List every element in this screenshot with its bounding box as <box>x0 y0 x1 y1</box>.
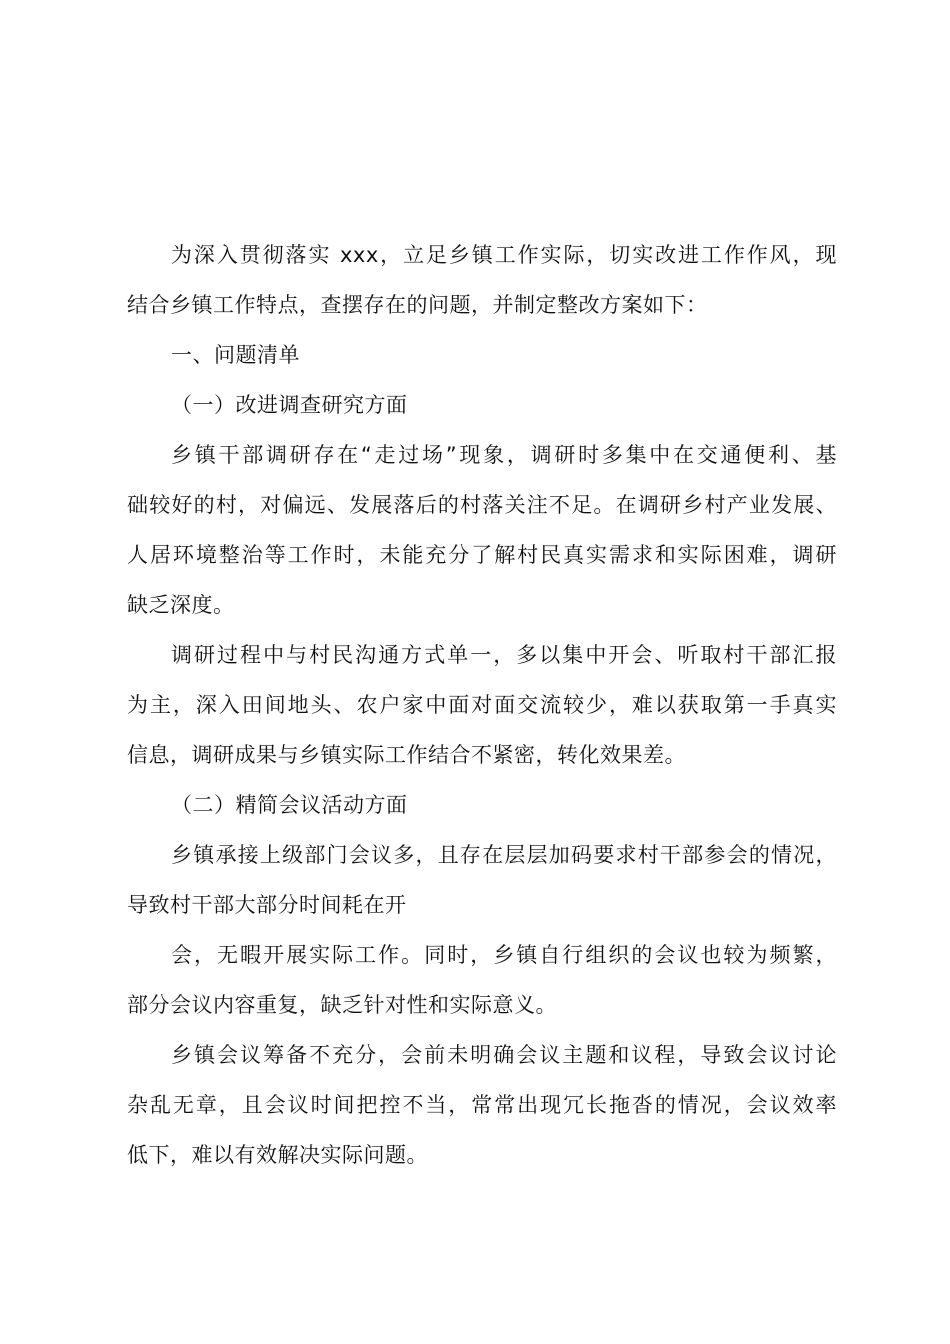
meetings-paragraph-2-line-1: 会，无暇开展实际工作。同时，乡镇自行组织的会议也较为频繁， <box>171 943 837 967</box>
meetings-paragraph-3-line-2: 杂乱无章，且会议时间把控不当，常常出现冗长拖沓的情况，会议效率 <box>127 1093 837 1117</box>
research-paragraph-2-line-2: 为主，深入田间地头、农户家中面对面交流较少，难以获取第一手真实 <box>127 693 837 717</box>
subsection-heading-meetings: （二）精简会议活动方面 <box>171 793 408 817</box>
meetings-paragraph-2-line-2: 部分会议内容重复，缺乏针对性和实际意义。 <box>127 993 557 1017</box>
meetings-paragraph-3-line-1: 乡镇会议筹备不充分，会前未明确会议主题和议程，导致会议讨论 <box>171 1043 837 1067</box>
research-paragraph-1-line-4: 缺乏深度。 <box>127 593 235 617</box>
document-body <box>127 230 837 1180</box>
meetings-paragraph-3-line-3: 低下，难以有效解决实际问题。 <box>127 1143 428 1167</box>
research-paragraph-1-line-1: 乡镇干部调研存在“走过场”现象，调研时多集中在交通便利、基 <box>171 443 837 467</box>
research-paragraph-2-line-1: 调研过程中与村民沟通方式单一，多以集中开会、听取村干部汇报 <box>171 643 837 667</box>
research-paragraph-1-line-3: 人居环境整治等工作时，未能充分了解村民真实需求和实际困难，调研 <box>127 543 837 567</box>
research-paragraph-2-line-3: 信息，调研成果与乡镇实际工作结合不紧密，转化效果差。 <box>127 743 686 767</box>
research-paragraph-1-line-2: 础较好的村，对偏远、发展落后的村落关注不足。在调研乡村产业发展、 <box>127 493 837 517</box>
subsection-heading-research: （一）改进调查研究方面 <box>171 393 408 417</box>
intro-paragraph-line-2: 结合乡镇工作特点，查摆存在的问题，并制定整改方案如下： <box>127 293 708 317</box>
meetings-paragraph-1-line-1: 乡镇承接上级部门会议多，且存在层层加码要求村干部参会的情况， <box>171 843 837 867</box>
section-heading-problem-list: 一、问题清单 <box>171 343 300 367</box>
meetings-paragraph-1-line-2: 导致村干部大部分时间耗在开 <box>127 893 407 917</box>
intro-paragraph-line-1: 为深入贯彻落实 xxx，立足乡镇工作实际，切实改进工作作风，现 <box>171 243 837 267</box>
